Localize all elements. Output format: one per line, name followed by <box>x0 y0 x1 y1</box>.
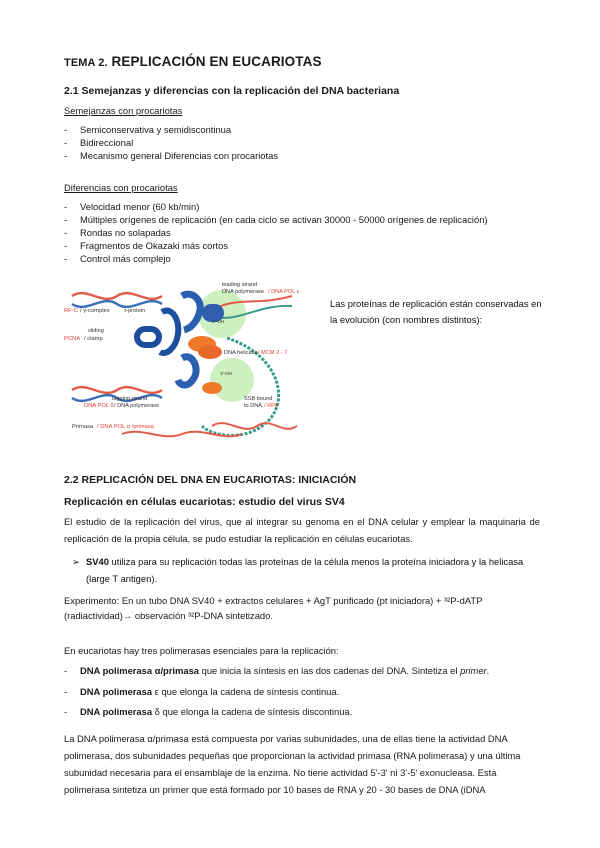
fig-label-primasa: Primasa <box>72 424 94 430</box>
fig-label-rpa: / RPA <box>264 403 279 409</box>
fig-label-pcna: PCNA <box>64 336 81 342</box>
experiment-line-1: Experimento: En un tubo DNA SV40 + extractos celulares + AgT purificado (pt iniciadora) + ³²P-dATP <box>64 595 483 606</box>
list-item: - Semiconservativa y semidiscontinua <box>64 124 232 135</box>
list-item: - Velocidad menor (60 kb/min) <box>64 201 200 212</box>
fig-label-3oh-1: 3'-OH <box>212 320 225 325</box>
list-item: - Rondas no solapadas <box>64 227 171 238</box>
paragraph-line: polimerasa sintetiza un primer que está formado por 10 bases de RNA y 20 - 30 bases de DNA (iDNA <box>64 784 486 795</box>
list-item: - Bidireccional <box>64 137 134 148</box>
page-title: TEMA 2. REPLICACIÓN EN EUCARIOTAS <box>64 54 322 69</box>
differences-title: Diferencias con procariotas <box>64 182 178 193</box>
paragraph-line: La DNA polimerasa α/primasa está compuesta por varias subunidades, una de ellas tiene la actividad DNA <box>64 733 508 744</box>
list-item: - Mecanismo general Diferencias con procariotas <box>64 150 279 161</box>
section-2-2-subheading: Replicación en células eucariotas: estudio del virus SV4 <box>64 496 345 508</box>
list-item: - Múltiples orígenes de replicación (en cada ciclo se activan 30000 - 50000 orígenes de replicación) <box>64 214 488 225</box>
fig-label-sliding: sliding <box>88 328 104 334</box>
polymerases-intro: En eucariotas hay tres polimerasas esenciales para la replicación: <box>64 645 339 656</box>
fig-label-lagging-1: lagging strand <box>112 396 148 402</box>
list-item: - Fragmentos de Okazaki más cortos <box>64 240 228 251</box>
fig-label-mcm: / MCM 2 - 7 <box>258 350 288 356</box>
figure-caption: Las proteínas de replicación están conservadas en la evolución (con nombres distintos): <box>330 298 542 325</box>
similarities-title: Semejanzas con procariotas <box>64 105 183 116</box>
sv40-arrow-item: ➢ SV40 utiliza para su replicación todas las proteínas de la célula menos la proteína iniciadora y la helicasa (large T antigen). <box>64 553 540 587</box>
replication-fork-figure <box>62 276 302 448</box>
paragraph-line: polimerasa, dos subunidades pequeñas que proporcionan la actividad primasa (RNA polimerasa) y una última <box>64 750 521 761</box>
list-item: - DNA polimerasa α/primasa que inicia la síntesis en las dos cadenas del DNA. Sintetiza el primer. <box>64 665 490 676</box>
fig-label-gamma-complex: / γ-complex <box>80 308 110 314</box>
fig-label-clamp: / clamp <box>84 336 103 342</box>
fig-label-ssb-1: SSB bound <box>244 396 273 402</box>
sv40-intro-paragraph: El estudio de la replicación del virus, que al integrar su genoma en el DNA celular y emplear la maquinaria de replicación de la propia célula, se pudo estudiar la replicación en células eucariotas. <box>64 516 540 544</box>
fig-label-pol-delta: DNA POL δ <box>84 403 114 409</box>
fig-label-ssb-2: to DNA <box>244 403 263 409</box>
section-2-2-heading: 2.2 REPLICACIÓN DEL DNA EN EUCARIOTAS: INICIACIÓN <box>64 474 357 486</box>
section-2-1-heading: 2.1 Semejanzas y diferencias con la replicación del DNA bacteriana <box>64 85 400 97</box>
list-item: - DNA polimerasa ε que elonga la cadena de síntesis continua. <box>64 686 340 697</box>
fig-label-lagging-2: / DNA polymerase <box>114 403 160 409</box>
fig-label-rfc: RF-C <box>64 308 78 314</box>
replication-fork-diagram <box>62 276 302 448</box>
experiment-line-2: (radiactividad)→ observación ³²P-DNA sintetizado. <box>64 610 273 621</box>
fig-label-3oh-2: 3'-OH <box>220 372 233 377</box>
list-item: - Control más complejo <box>64 253 171 264</box>
list-item: - DNA polimerasa δ que elonga la cadena de síntesis discontinua. <box>64 706 353 717</box>
fig-label-leading-1: leading strand <box>222 282 258 288</box>
fig-label-pol-epsilon: / DNA POL ε <box>268 289 300 295</box>
fig-label-pol-alpha: / DNA POL α /primasa <box>97 424 154 430</box>
fig-label-leading-2: DNA polymerase <box>222 289 264 295</box>
fig-label-helicase: DNA helicase <box>224 350 258 356</box>
paragraph-line: subunidad necesaria para el ensamblaje de la enzima. No tiene actividad 5'-3' ni 3'-5' exonucleasa. Esta <box>64 767 497 778</box>
arrow-bullet-icon: ➢ <box>72 556 80 567</box>
fig-label-tau-protein: τ-protein <box>124 308 146 314</box>
